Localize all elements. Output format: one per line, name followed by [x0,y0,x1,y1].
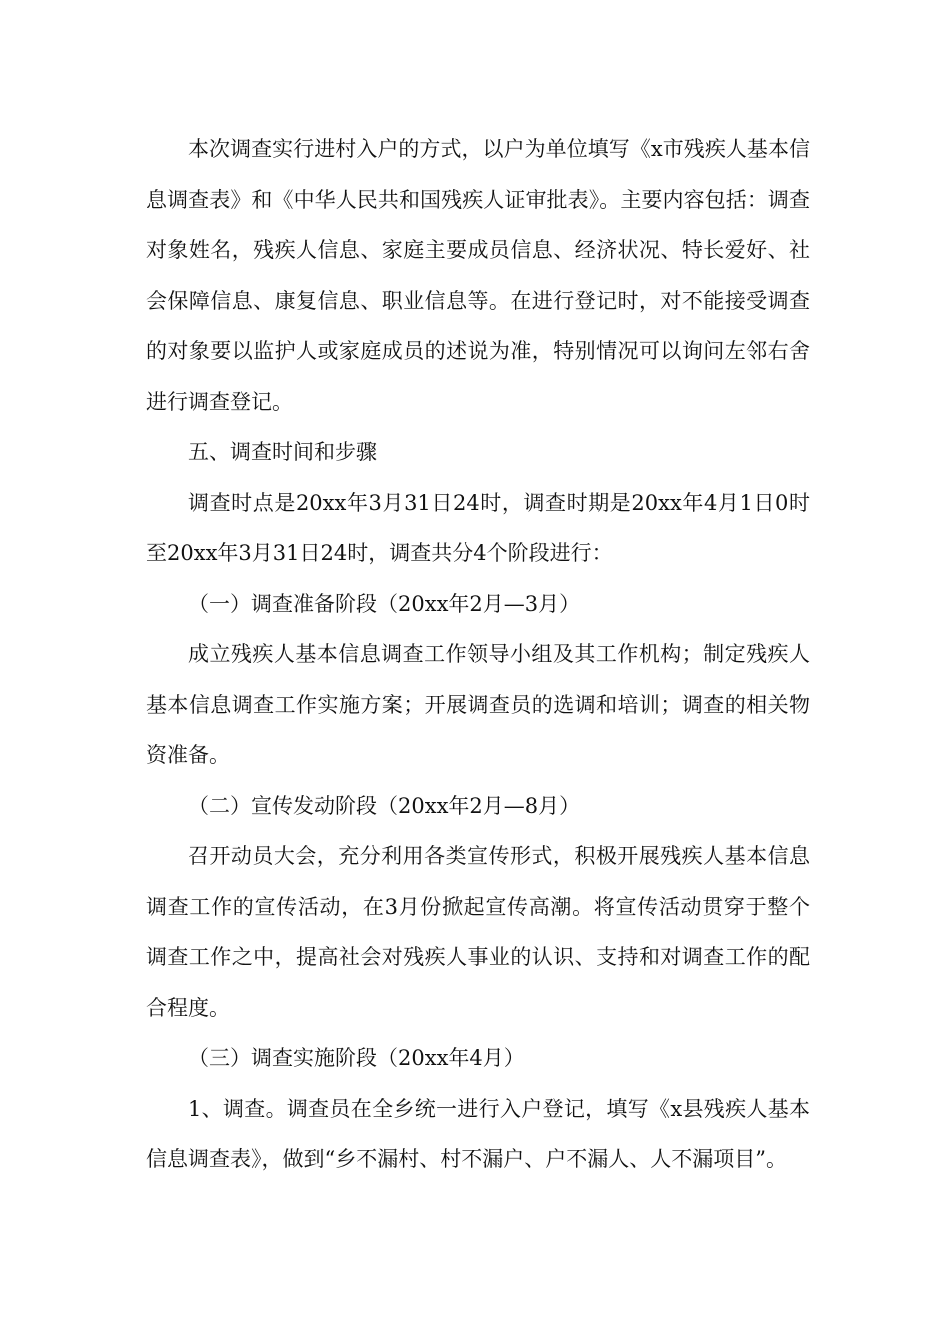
paragraph-survey-time: 调查时点是20xx年3月31日24时，调查时期是20xx年4月1日0时至20xx年3月31日24时，调查共分4个阶段进行： [146,490,810,565]
paragraph-survey-method: 本次调查实行进村入户的方式，以户为单位填写《x市残疾人基本信息调查表》和《中华人民共和国残疾人证审批表》。主要内容包括：调查对象姓名，残疾人信息、家庭主要成员信息、经济状况、特长爱好、社会保障信息、康复信息、职业信息等。在进行登记时，对不能接受调查的对象要以监护人或家庭成员的述说为准，特别情况可以询问左邻右舍进行调查登记。 [146,137,810,414]
paragraph-implementation: 1、调查。调查员在全乡统一进行入户登记，填写《x县残疾人基本信息调查表》，做到“乡不漏村、村不漏户、户不漏人、人不漏项目”。 [146,1096,810,1171]
paragraph-preparation: 成立残疾人基本信息调查工作领导小组及其工作机构；制定残疾人基本信息调查工作实施方案；开展调查员的选调和培训；调查的相关物资准备。 [146,642,810,767]
stage-heading-publicity: （二）宣传发动阶段（20xx年2月—8月） [188,793,581,818]
stage-heading-preparation: （一）调查准备阶段（20xx年2月—3月） [188,591,581,616]
document-body [146,124,810,1185]
paragraph-publicity: 召开动员大会，充分利用各类宣传形式，积极开展残疾人基本信息调查工作的宣传活动，在3月份掀起宣传高潮。将宣传活动贯穿于整个调查工作之中，提高社会对残疾人事业的认识、支持和对调查工作的配合程度。 [146,844,810,1020]
section-heading-schedule: 五、调查时间和步骤 [188,440,377,464]
stage-heading-implementation: （三）调查实施阶段（20xx年4月） [188,1046,525,1070]
